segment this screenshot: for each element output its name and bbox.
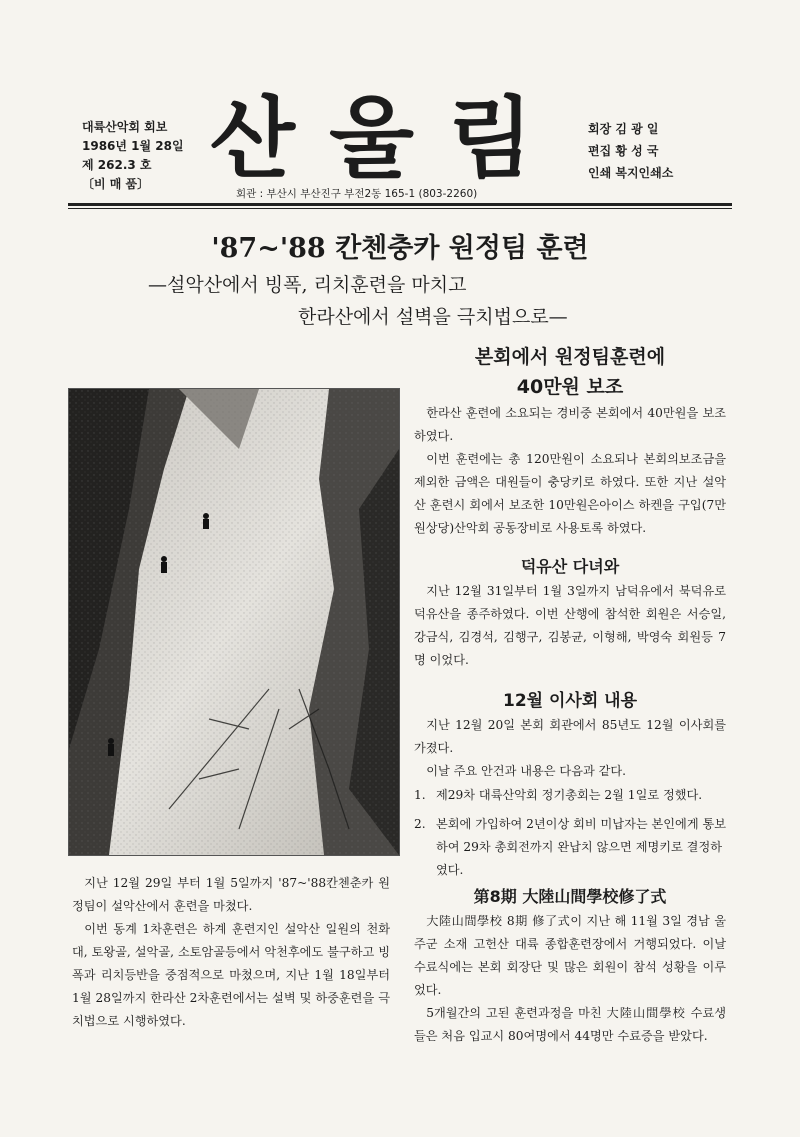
subheadline-2: 한라산에서 설벽을 극치법으로— [298, 306, 568, 328]
agenda-item-number: 1. [414, 788, 426, 802]
photo-caption [72, 872, 390, 1033]
support-paragraph-2: 이번 훈련에는 총 120만원이 소요되나 본회의보조금을 제외한 금액은 대원들이 충당키로 하였다. 또한 지난 설악산 훈련시 회에서 보조한 10만원은아이스 하켄을 구입(7만원상당)산악회 공동장비로 사용토록 하였다. [414, 452, 726, 535]
issue-number: 제 262.3 호 [82, 158, 152, 172]
editor-credit: 편집 황 성 국 [588, 144, 659, 158]
school-paragraph-1: 大陸山間學校 8期 修了式이 지난 해 11월 3일 경남 울주군 소재 고헌산 대륙 종합훈련장에서 거행되었다. 이날 수료식에는 본회 회장단 및 많은 회원이 참석 성황을 이루었다. [414, 914, 726, 997]
agenda-item [414, 813, 726, 882]
board-article-body [414, 714, 726, 783]
support-article-title-1: 본회에서 원정팀훈련에 [474, 346, 666, 368]
deogyu-paragraph-1: 지난 12월 31일부터 1월 3일까지 남덕유에서 북덕유로 덕유산을 종주하였다. 이번 산행에 참석한 회원은 서승일, 강금식, 김경석, 김행구, 김봉균, 이형해, 박영숙 회원등 7명 이었다. [414, 584, 726, 667]
climbing-photo [68, 388, 400, 856]
agenda-item [414, 784, 726, 807]
caption-paragraph-1: 지난 12월 29일 부터 1월 5일까지 '87~'88칸첸춘카 원정팀이 설악산에서 훈련을 마쳤다. [72, 876, 390, 913]
caption-paragraph-2: 이번 동계 1차훈련은 하계 훈련지인 설악산 일원의 천화대, 토왕골, 설악골, 소토암골등에서 악천후에도 불구하고 빙폭과 리치등반을 중점적으로 마쳤으며, 지난 1월 18일부터 1월 28일까지 한라산 2차훈련에서는 설벽 및 하중훈련을 극치법으로 시행하였다. [72, 922, 390, 1028]
org-name: 대륙산악회 회보 [82, 120, 168, 134]
agenda-item-number: 2. [414, 817, 426, 831]
support-article-body [414, 402, 726, 540]
distribution-note: 〔비 매 품〕 [82, 177, 150, 191]
school-article-title: 第8期 大陸山間學校修了式 [473, 887, 667, 906]
masthead-right-block [588, 118, 673, 184]
board-paragraph-1: 지난 12월 20일 본회 회관에서 85년도 12월 이사회를 가졌다. [414, 718, 726, 755]
agenda-item-text: 제29차 대륙산악회 정기총회는 2월 1일로 정했다. [436, 788, 703, 802]
masthead-rule [68, 203, 732, 206]
deogyu-article-body [414, 580, 726, 672]
board-paragraph-2: 이날 주요 안건과 내용은 다음과 같다. [426, 764, 627, 778]
issue-date: 1986년 1월 28일 [82, 139, 184, 153]
main-headline: '87~'88 칸첸충카 원정팀 훈련 [211, 233, 589, 264]
support-paragraph-1: 한라산 훈련에 소요되는 경비중 본회에서 40만원을 보조하였다. [414, 406, 726, 443]
board-article-title: 12월 이사회 내용 [502, 691, 638, 711]
president-credit: 회장 김 광 일 [588, 122, 659, 136]
deogyu-article-title: 덕유산 다녀와 [520, 557, 620, 576]
school-paragraph-2: 5개월간의 고된 훈련과정을 마친 大陸山間學校 수료생들은 처음 입교시 80여명에서 44명만 수료증을 받았다. [414, 1006, 726, 1043]
office-address: 회관 : 부산시 부산진구 부전2동 165-1 (803-2260) [236, 188, 478, 200]
school-article-body [414, 910, 726, 1048]
masthead-rule-thin [68, 208, 732, 209]
board-agenda-list [414, 784, 726, 882]
agenda-item-text: 본회에 가입하여 2년이상 회비 미납자는 본인에게 통보하여 29차 총회전까지 완납치 않으면 제명키로 결정하였다. [436, 817, 727, 877]
subheadline-1: —설악산에서 빙폭, 리치훈련을 마치고 [148, 274, 467, 296]
support-article-title-2: 40만원 보조 [516, 376, 624, 398]
newsletter-title: 산울림 [210, 86, 568, 190]
snow-slope-image [69, 389, 399, 855]
masthead-left-block [82, 118, 184, 194]
printer-credit: 인쇄 복지인쇄소 [588, 166, 674, 180]
